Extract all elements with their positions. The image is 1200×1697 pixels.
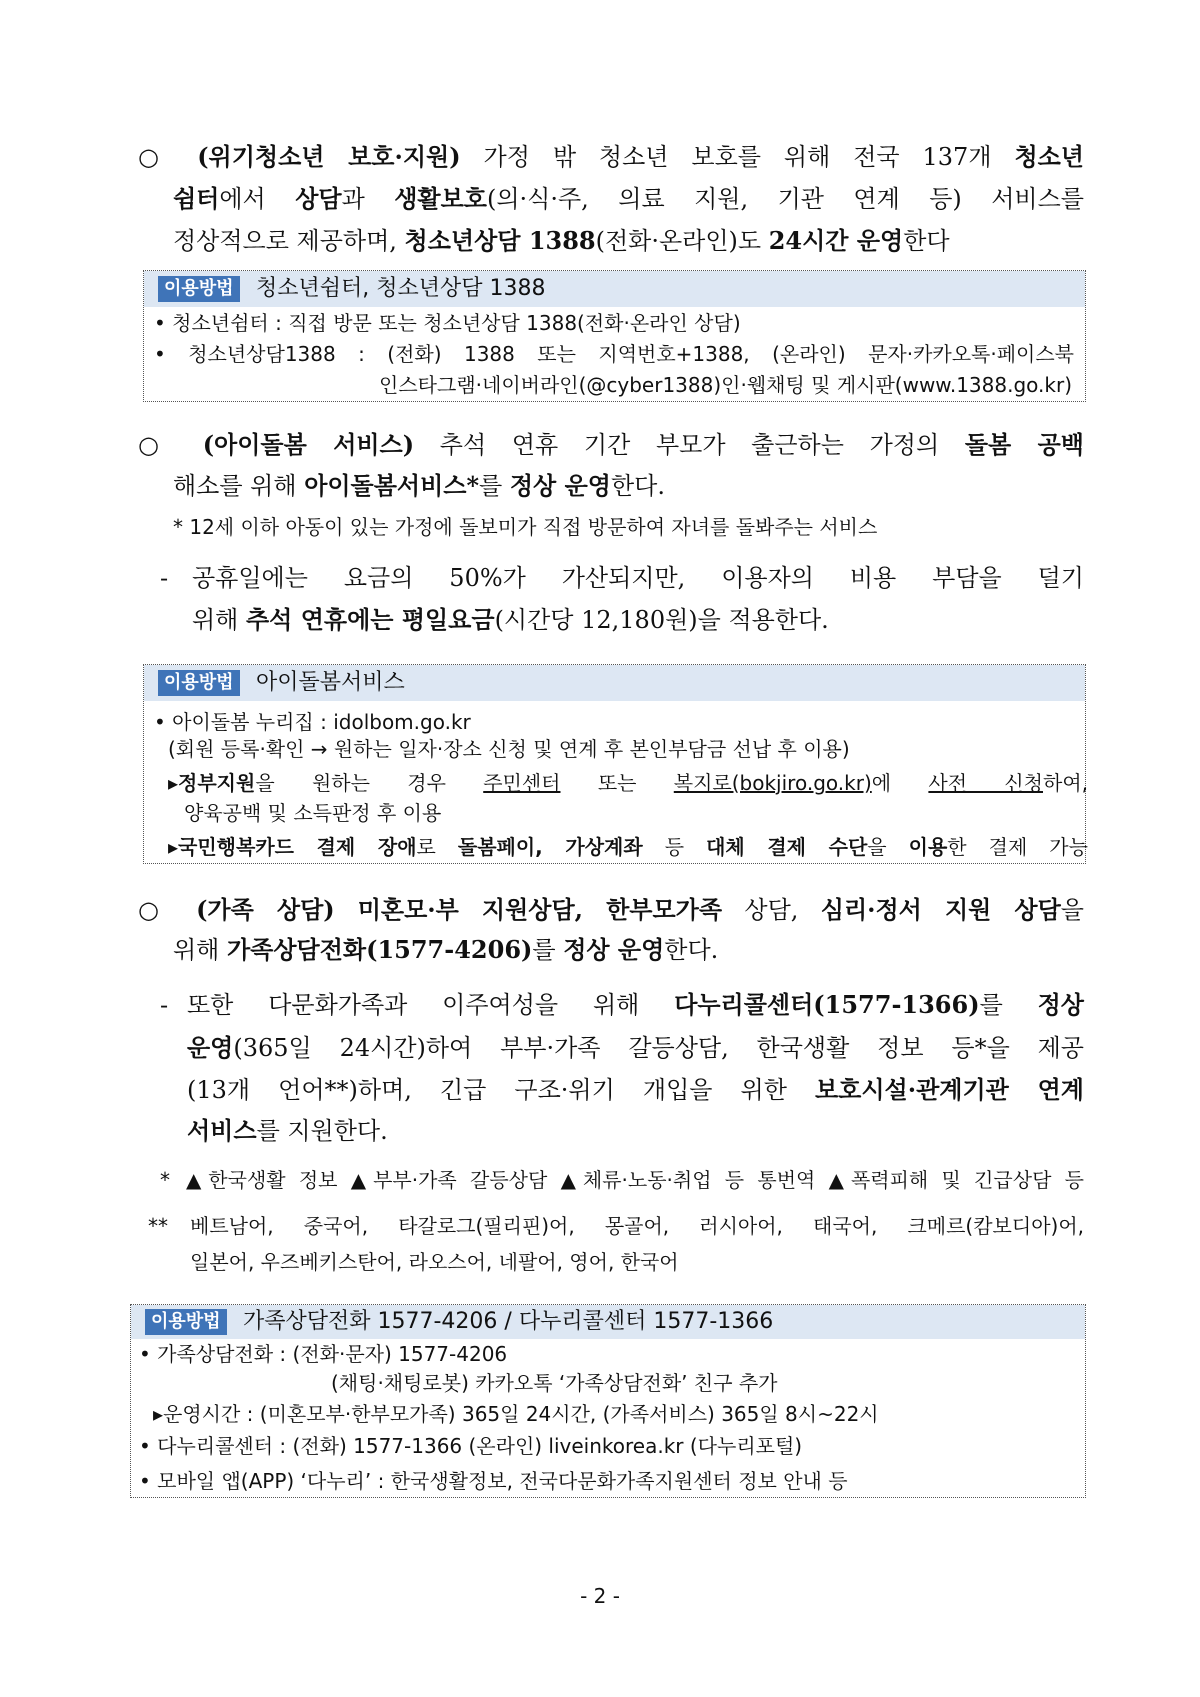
usage-box-family bbox=[130, 1304, 1086, 1498]
link-text: 사전 신청 bbox=[928, 771, 1043, 795]
text-run: (회원 등록·확인 → 원하는 일자·장소 신청 및 연계 후 본인부담금 선납 후 이용) bbox=[168, 737, 850, 761]
text-run: • 아이돌봄 누리집 : idolbom.go.kr bbox=[154, 710, 471, 734]
text-run: 양육공백 및 소득판정 후 이용 bbox=[184, 801, 442, 825]
text-line bbox=[168, 734, 850, 764]
text-run: 돌봄페이, 가상계좌 bbox=[457, 835, 643, 859]
text-line bbox=[160, 558, 176, 598]
text-line bbox=[139, 1339, 507, 1369]
text-line bbox=[139, 1431, 802, 1461]
text-run: • 청소년쉼터 : 직접 방문 또는 청소년상담 1388(전화·온라인 상담) bbox=[154, 311, 741, 335]
text-run: ▸운영시간 : (미혼모부·한부모가족) 365일 24시간, (가족서비스) 365일 8시~22시 bbox=[153, 1402, 879, 1426]
text-run: 한다 bbox=[903, 227, 950, 255]
text-run: ▲한국생활 정보 ▲부부·가족 갈등상담 ▲체류·노동·취업 등 통번역 ▲폭력피해 및 긴급상담 등 bbox=[186, 1168, 1084, 1192]
text-run: 베트남어, 중국어, 타갈로그(필리핀)어, 몽골어, 러시아어, 태국어, 크메르(캄보디아)어, bbox=[190, 1214, 1084, 1238]
usage-box-childcare bbox=[143, 664, 1086, 864]
text-line bbox=[154, 308, 741, 338]
usage-box-title: 청소년쉼터, 청소년상담 1388 bbox=[256, 276, 546, 301]
text-run: 위해 bbox=[192, 606, 246, 634]
text-run: 상담 bbox=[295, 184, 342, 213]
text-run: ○ bbox=[138, 896, 197, 924]
text-run: 또는 bbox=[560, 771, 674, 795]
text-line bbox=[168, 832, 1088, 862]
text-run: (전화·온라인)도 bbox=[595, 227, 769, 255]
text-run: 보호시설·관계기관 연계 bbox=[814, 1075, 1084, 1104]
text-line bbox=[168, 768, 1088, 798]
text-line bbox=[160, 985, 176, 1025]
text-line bbox=[138, 137, 1084, 177]
text-line bbox=[187, 1028, 1084, 1068]
text-run: • 청소년상담1388 : (전화) 1388 또는 지역번호+1388, (온라인) 문자·카카오톡·페이스북 bbox=[154, 342, 1074, 366]
text-run: ** bbox=[148, 1214, 168, 1238]
text-line bbox=[153, 1399, 879, 1429]
text-run: 한다. bbox=[610, 472, 665, 500]
text-line bbox=[173, 221, 950, 261]
text-line bbox=[192, 600, 829, 640]
text-run: 공휴일에는 요금의 50%가 가산되지만, 이용자의 비용 부담을 덜기 bbox=[192, 564, 1084, 592]
usage-tag: 이용방법 bbox=[158, 670, 240, 696]
text-run: 정상 운영 bbox=[563, 935, 665, 964]
text-run: (가족 상담) 미혼모·부 지원상담, 한부모가족 bbox=[196, 895, 723, 924]
text-run: 하여, bbox=[1043, 771, 1088, 795]
link-text: 복지로(bokjiro.go.kr) bbox=[673, 771, 872, 795]
text-run: 24시간 운영 bbox=[768, 226, 904, 255]
text-run: • 다누리콜센터 : (전화) 1577-1366 (온라인) liveinkorea.kr (다누리포털) bbox=[139, 1434, 803, 1458]
text-line bbox=[139, 1466, 848, 1496]
text-run: 쉼터 bbox=[173, 184, 220, 213]
text-line bbox=[148, 1211, 168, 1241]
usage-box-title: 가족상담전화 1577-4206 / 다누리콜센터 1577-1366 bbox=[243, 1309, 774, 1334]
text-line bbox=[190, 1247, 679, 1277]
text-run: 를 bbox=[532, 936, 564, 964]
usage-box-header bbox=[144, 665, 1085, 701]
text-run: * 12세 이하 아동이 있는 가정에 돌보미가 직접 방문하여 자녀를 돌봐주는 서비스 bbox=[173, 515, 878, 539]
text-run: 정상 운영 bbox=[509, 471, 611, 500]
text-run: 상담, bbox=[722, 896, 821, 924]
text-run: (의·식·주, 의료 지원, 기관 연계 등) 서비스를 bbox=[487, 185, 1084, 213]
text-run: (위기청소년 보호·지원) bbox=[197, 142, 461, 171]
text-run: ▸ bbox=[168, 835, 179, 859]
text-run: (아이돌봄 서비스) bbox=[202, 430, 415, 459]
text-line bbox=[187, 985, 1084, 1025]
text-line bbox=[187, 1070, 1084, 1110]
text-run: 아이돌봄서비스* bbox=[304, 471, 480, 500]
text-run: 일본어, 우즈베키스탄어, 라오스어, 네팔어, 영어, 한국어 bbox=[190, 1250, 679, 1274]
text-run: 을 원하는 경우 bbox=[255, 771, 484, 795]
text-run: 위해 bbox=[173, 936, 227, 964]
text-run: 가정 밖 청소년 보호를 위해 전국 137개 bbox=[460, 143, 1015, 171]
text-line bbox=[331, 1368, 778, 1398]
text-run: 돌봄 공백 bbox=[964, 430, 1084, 459]
usage-box-header bbox=[144, 271, 1085, 307]
text-run: 추석 연휴에는 평일요금 bbox=[246, 605, 495, 634]
text-line bbox=[138, 890, 1084, 930]
text-run: ○ bbox=[138, 143, 198, 171]
usage-box-youth bbox=[143, 270, 1086, 402]
text-line bbox=[173, 512, 877, 542]
text-run: 청소년 bbox=[1014, 142, 1084, 171]
text-run: 과 bbox=[341, 185, 395, 213]
text-line bbox=[160, 1165, 170, 1195]
text-run: 심리·정서 지원 상담 bbox=[820, 895, 1061, 924]
usage-box-header bbox=[131, 1305, 1085, 1339]
text-line bbox=[138, 425, 1084, 465]
text-run: 생활보호 bbox=[394, 184, 487, 213]
text-run: 또한 다문화가족과 이주여성을 위해 bbox=[187, 991, 675, 1019]
text-run: 정상 bbox=[1037, 990, 1084, 1019]
text-line bbox=[187, 1111, 388, 1151]
text-run: 이용 bbox=[908, 835, 948, 859]
text-line bbox=[154, 707, 471, 737]
text-run: ○ bbox=[138, 431, 203, 459]
text-run: 를 지원한다. bbox=[256, 1117, 388, 1145]
text-run: 다누리콜센터(1577-1366) bbox=[674, 990, 980, 1019]
text-run: 을 bbox=[867, 835, 909, 859]
usage-tag: 이용방법 bbox=[145, 1309, 227, 1335]
text-run: 해소를 위해 bbox=[173, 472, 305, 500]
text-run: (채팅·채팅로봇) 카카오톡 ‘가족상담전화’ 친구 추가 bbox=[331, 1371, 778, 1395]
text-run: 을 bbox=[1060, 896, 1084, 924]
text-run: - bbox=[160, 991, 176, 1019]
text-run: 에서 bbox=[219, 185, 296, 213]
text-run: 한다. bbox=[664, 936, 719, 964]
text-run: 서비스 bbox=[187, 1116, 257, 1145]
text-run: • 가족상담전화 : (전화·문자) 1577-4206 bbox=[139, 1342, 508, 1366]
usage-box-title: 아이돌봄서비스 bbox=[256, 670, 405, 695]
text-run: 정부지원 bbox=[178, 771, 256, 795]
text-run: 를 bbox=[979, 991, 1038, 1019]
text-line bbox=[190, 1211, 1084, 1241]
text-run: - bbox=[160, 564, 176, 592]
text-run: 한 결제 가능 bbox=[947, 835, 1088, 859]
text-line bbox=[173, 930, 718, 970]
usage-tag: 이용방법 bbox=[158, 276, 240, 302]
text-run: 에 bbox=[871, 771, 929, 795]
text-run: 로 bbox=[416, 835, 458, 859]
text-line bbox=[192, 558, 1084, 598]
text-run: 청소년상담 1388 bbox=[404, 226, 596, 255]
text-run: 등 bbox=[642, 835, 707, 859]
text-run: 인스타그램·네이버라인(@cyber1388)인·웹채팅 및 게시판(www.1388.go.kr) bbox=[379, 373, 1072, 397]
text-run: 운영 bbox=[187, 1033, 234, 1062]
text-run: 가족상담전화(1577-4206) bbox=[227, 935, 533, 964]
text-run: • 모바일 앱(APP) ‘다누리’ : 한국생활정보, 전국다문화가족지원센터 정보 안내 등 bbox=[139, 1469, 848, 1493]
text-run: 추석 연휴 기간 부모가 출근하는 가정의 bbox=[414, 431, 965, 459]
page-number: - 2 - bbox=[580, 1584, 620, 1608]
text-run: 국민행복카드 결제 장애 bbox=[178, 835, 417, 859]
text-run: (시간당 12,180원)을 적용한다. bbox=[494, 606, 829, 634]
text-line bbox=[186, 1165, 1084, 1195]
text-run: 대체 결제 수단 bbox=[706, 835, 868, 859]
text-run: ▸ bbox=[168, 771, 179, 795]
text-run: 정상적으로 제공하며, bbox=[173, 227, 405, 255]
text-run: (365일 24시간)하여 부부·가족 갈등상담, 한국생활 정보 등*을 제공 bbox=[233, 1034, 1084, 1062]
text-run: * bbox=[160, 1168, 170, 1192]
text-run: (13개 언어**)하며, 긴급 구조·위기 개입을 위한 bbox=[187, 1076, 815, 1104]
link-text: 주민센터 bbox=[483, 771, 561, 795]
text-run: 를 bbox=[479, 472, 510, 500]
text-line bbox=[144, 370, 1072, 400]
text-line bbox=[184, 798, 441, 828]
text-line bbox=[154, 339, 1074, 369]
text-line bbox=[173, 466, 665, 506]
text-line bbox=[173, 179, 1084, 219]
